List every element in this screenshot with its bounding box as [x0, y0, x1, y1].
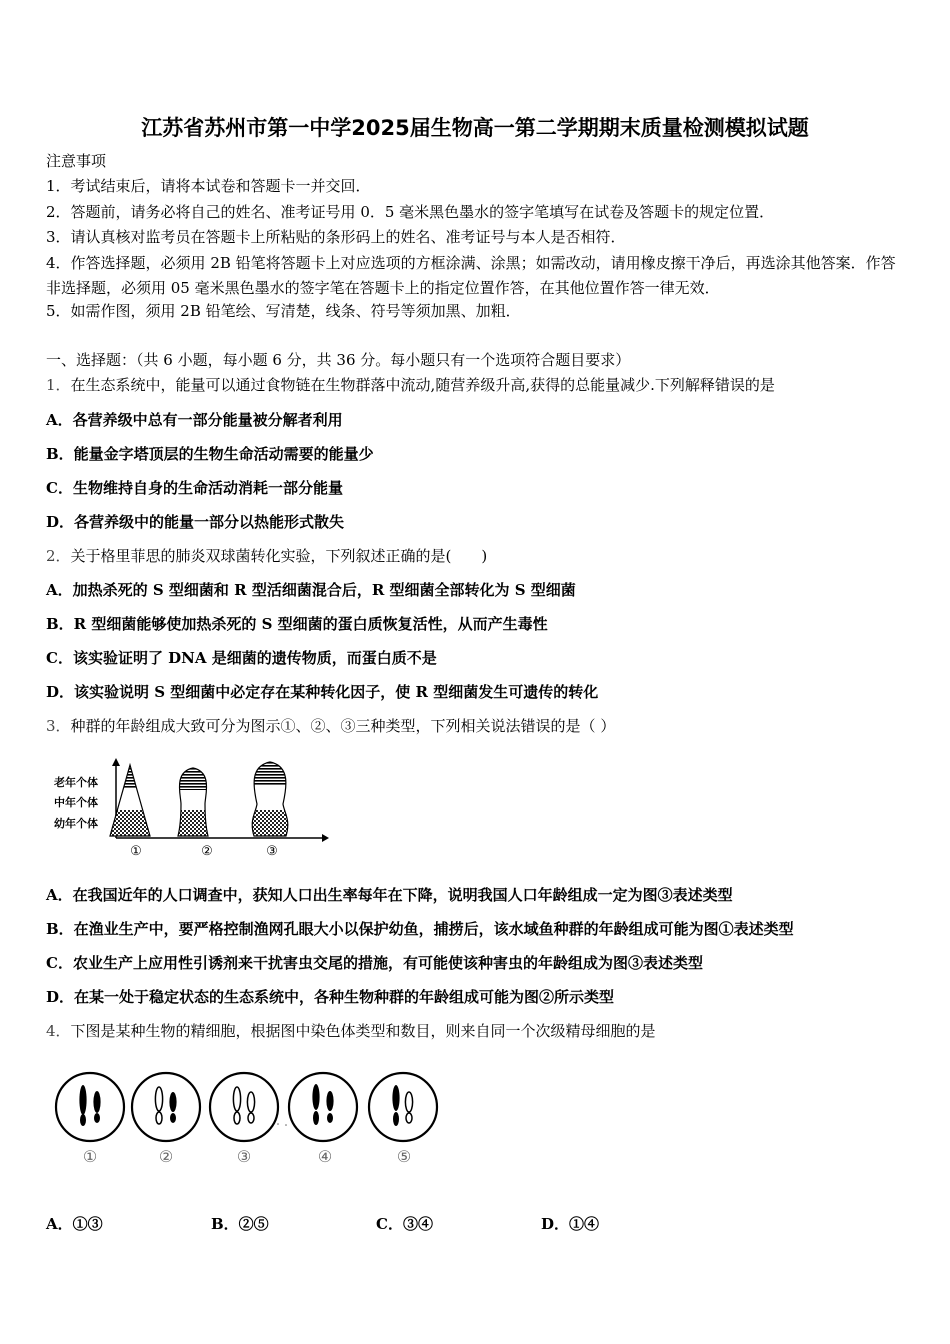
- notice-item: 4．作答选择题，必须用 2B 铅笔将答题卡上对应选项的方框涂满、涂黑；如需改动，请用橡皮擦干净后，再选涂其他答案．作答非选择题，必须用 05 毫米黑色墨水的签字笔在答题卡上的指定位置作答，在其他位置作答一律无效．: [46, 254, 896, 297]
- question-3-stem: [46, 715, 615, 737]
- option-c: C．该实验证明了 DNA 是细菌的遗传物质，而蛋白质不是: [46, 649, 437, 667]
- cell-5: [369, 1073, 437, 1141]
- question-text: 下图是某种生物的精细胞，根据图中染色体类型和数目，则来自同一个次级精母细胞的是: [70, 1022, 656, 1040]
- option-d: D．该实验说明 S 型细菌中必定存在某种转化因子，使 R 型细菌发生可遗传的转化: [46, 683, 599, 701]
- y-label-middle: 中年个体: [54, 796, 98, 809]
- option-a: A．各营养级中总有一部分能量被分解者利用: [46, 411, 343, 429]
- cell-label-4: ④: [317, 1147, 333, 1166]
- question-4-stem: [46, 1020, 656, 1042]
- option-d: D．各营养级中的能量一部分以热能形式散失: [46, 513, 345, 531]
- question-1-stem: [46, 374, 775, 396]
- question-number: 1．: [46, 376, 71, 394]
- cell-label-3: ③: [236, 1147, 252, 1166]
- option-a: A．在我国近年的人口调查中，获知人口出生率每年在下降，说明我国人口年龄组成一定为图③表述类型: [46, 886, 733, 904]
- option-b: B．能量金字塔顶层的生物生命活动需要的能量少: [46, 445, 374, 463]
- notice-item: 2．答题前，请务必将自己的姓名、准考证号用 0．5 毫米黑色墨水的签字笔填写在试卷及答题卡的规定位置．: [46, 203, 775, 221]
- answer-d: D．①④: [541, 1215, 600, 1233]
- sperm-cells-figure: [50, 1064, 450, 1170]
- notice-heading: 注意事项: [46, 152, 107, 170]
- option-b: B．R 型细菌能够使加热杀死的 S 型细菌的蛋白质恢复活性，从而产生毒性: [46, 615, 548, 633]
- y-axis-arrow: [112, 758, 120, 766]
- answer-a: A．①③: [46, 1215, 103, 1233]
- option-c: C．农业生产上应用性引诱剂来干扰害虫交尾的措施，有可能使该种害虫的年龄组成为图③表述类型: [46, 954, 703, 972]
- age-structure-figure: [50, 756, 330, 860]
- y-label-old: 老年个体: [54, 776, 98, 789]
- question-number: 4．: [46, 1022, 71, 1040]
- question-2-stem: [46, 545, 487, 567]
- notice-item: 1．考试结束后，请将本试卷和答题卡一并交回．: [46, 177, 371, 195]
- cell-label-1: ①: [82, 1147, 98, 1166]
- option-d: D．在某一处于稳定状态的生态系统中，各种生物种群的年龄组成可能为图②所示类型: [46, 988, 615, 1006]
- x-label-3: ③: [266, 844, 278, 859]
- answer-b: B．②⑤: [211, 1215, 269, 1233]
- cell-label-2: ②: [158, 1147, 174, 1166]
- option-a: A．加热杀死的 S 型细菌和 R 型活细菌混合后，R 型细菌全部转化为 S 型细菌: [46, 581, 576, 599]
- section-heading: 一、选择题：（共 6 小题，每小题 6 分，共 36 分。每小题只有一个选项符合题目要求）: [46, 351, 631, 369]
- cell-3: [210, 1073, 278, 1141]
- x-label-2: ②: [201, 844, 213, 859]
- question-text: 关于格里菲思的肺炎双球菌转化实验，下列叙述正确的是( ): [70, 547, 488, 565]
- option-b: B．在渔业生产中，要严格控制渔网孔眼大小以保护幼鱼，捕捞后，该水域鱼种群的年龄组成可能为图①表述类型: [46, 920, 794, 938]
- x-axis-arrow: [322, 834, 329, 842]
- notice-item: 5．如需作图，须用 2B 铅笔绘、写清楚，线条、符号等须加黑、加粗．: [46, 302, 521, 320]
- cell-4: [277, 1073, 357, 1141]
- question-text: 在生态系统中，能量可以通过食物链在生物群落中流动,随营养级升高,获得的总能量减少.下列解释错误的是: [70, 376, 775, 394]
- cell-1: [56, 1073, 124, 1141]
- option-c: C．生物维持自身的生命活动消耗一部分能量: [46, 479, 343, 497]
- answer-c: C．③④: [376, 1215, 433, 1233]
- question-number: 2．: [46, 547, 71, 565]
- question-number: 3．: [46, 717, 71, 735]
- x-label-1: ①: [130, 844, 142, 859]
- y-label-young: 幼年个体: [54, 817, 98, 830]
- notice-item: 3．请认真核对监考员在答题卡上所粘贴的条形码上的姓名、准考证号与本人是否相符．: [46, 228, 626, 246]
- cell-2: [132, 1073, 200, 1141]
- page-title: 江苏省苏州市第一中学2025届生物高一第二学期期末质量检测模拟试题: [141, 116, 809, 140]
- cell-label-5: ⑤: [396, 1147, 412, 1166]
- question-text: 种群的年龄组成大致可分为图示①、②、③三种类型，下列相关说法错误的是（ ）: [70, 717, 616, 735]
